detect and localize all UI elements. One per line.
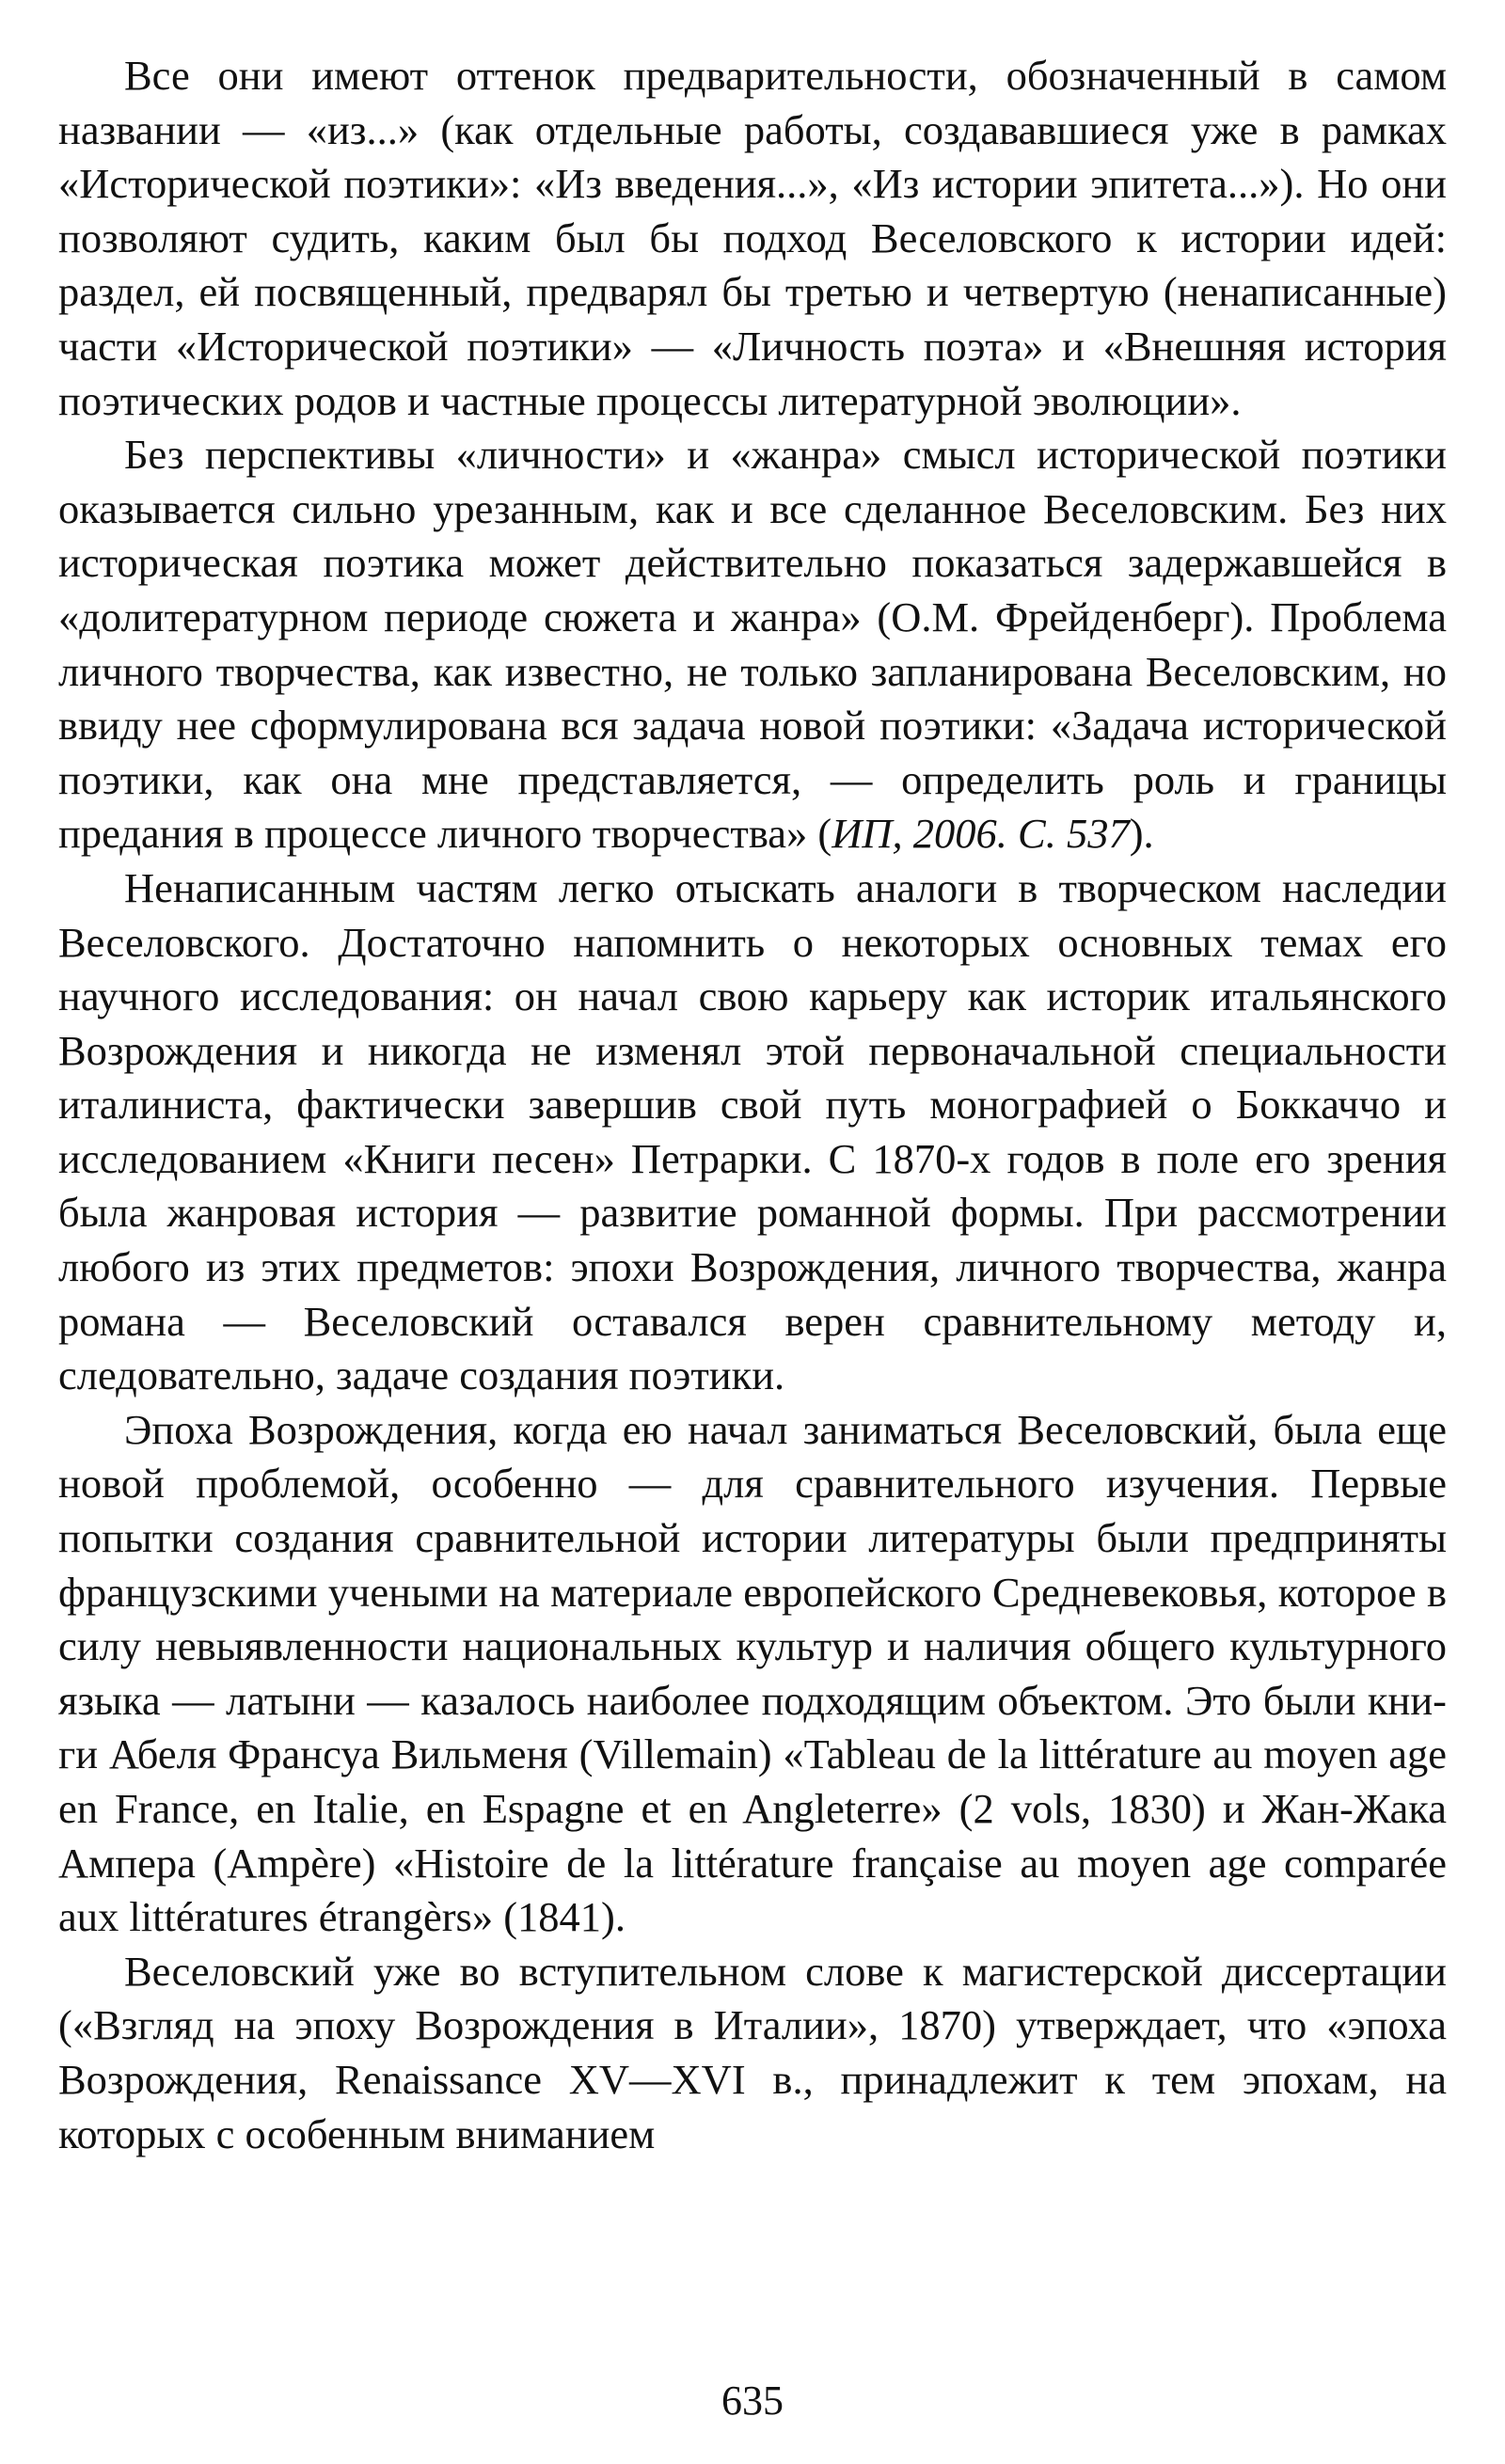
paragraph-1: Все они имеют оттенок предварительности, обозначенный в самом названии — «из...» (как отдельные работы, создававшиеся уже в рамках «Исторической поэтики»: «Из введения...», «Из истории эпитета...»). Но они позволяют судить, каким был бы подход Веселовского к истории идей: раздел, ей посвященный, предварял бы третью и четвертую (ненаписанные) части «Исторической поэтики» — «Личность поэта» и «Внешняя история поэтических родов и частные процессы литературной эволюции». xyxy=(58,52,1447,424)
paragraph-3: Ненаписанным частям легко отыскать аналоги в творческом наследии Веселовского. Достаточно напомнить о некоторых основных темах его научного исследования: он начал свою карьеру как историк итальянского Возрождения и никогда не изменял этой первоначальной специальности италиниста, фактически завершив свой путь монографией о Боккаччо и исследованием «Книги песен» Петрарки. С 1870-х годов в поле его зрения была жанровая история — развитие романной формы. При рассмотрении любого из этих предметов: эпохи Возрождения, личного творчества, жанра романа — Веселовский оставался верен сравнительному методу и, следовательно, задаче создания поэтики. xyxy=(58,863,1447,1399)
paragraph-4: Эпоха Возрождения, когда ею начал заниматься Веселовский, была еще новой проблемой, особенно — для сравнительного изучения. Первые попытки создания сравнительной истории литературы были предприняты французскими учеными на материале европейского Средневековья, которое в силу невыявленности национальных культур и наличия общего культурного языка — латыни — казалось наиболее подходящим объектом. Это были книги Абеля Франсуа Вильменя (Villemain) «Tableau de la littérature au moyen age en France, en Italie, en Espagne et en Angleterre» (2 vols, 1830) и Жан-Жака Ампера (Ampère) «Histoire de la littérature française au moyen age comparée aux littératures étrangèrs» (1841). xyxy=(58,1405,1447,1941)
paragraph-2-text: Без перспективы «личности» и «жанра» смысл исторической поэтики оказывается сильно урезанным, как и все сделанное Веселовским. Без них историческая поэтика может действительно показаться задержавшейся в «долитературном периоде сюжета и жанра» (О.М. Фрейденберг). Проблема личного творчества, как известно, не только запланирована Веселовским, но ввиду нее сформулирована вся задача новой поэтики: «Задача исторической поэтики, как она мне представляется, — определить роль и границы предания в процессе личного творчества» ( xyxy=(58,431,1447,858)
page-number: 635 xyxy=(721,2377,784,2424)
page-body xyxy=(58,49,1447,2161)
paragraph-2 xyxy=(58,428,1447,861)
citation-reference: ИП, 2006. С. 537 xyxy=(832,810,1130,858)
paragraph-2-tail: ). xyxy=(1129,810,1154,858)
paragraph-5: Веселовский уже во вступительном слове к магистерской диссертации («Взгляд на эпоху Возрождения в Италии», 1870) утверждает, что «эпоха Возрождения, Renaissance XV—XVI в., принадлежит к тем эпохам, на которых с особенным вниманием xyxy=(58,1947,1447,2157)
